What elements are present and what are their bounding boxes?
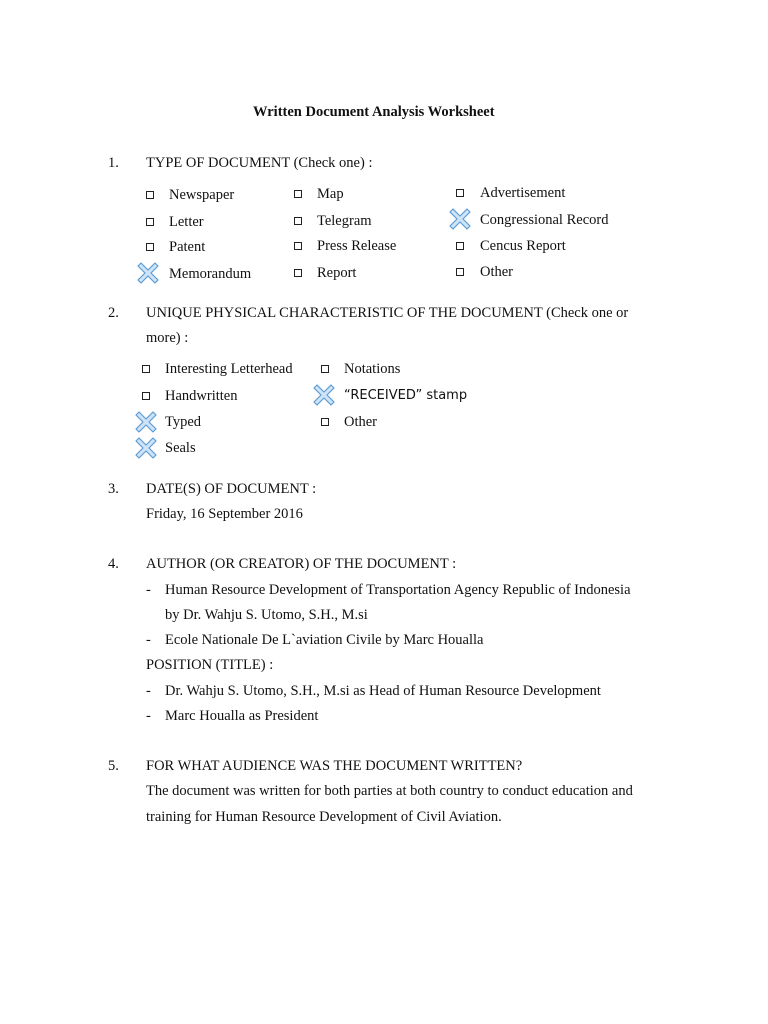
- checkbox-patent[interactable]: [146, 243, 154, 251]
- q2-heading-line1: UNIQUE PHYSICAL CHARACTERISTIC OF THE DOCUMENT (Check one or: [146, 305, 629, 321]
- q4-position-heading: POSITION (TITLE) :: [146, 657, 274, 673]
- bullet-dash: -: [146, 632, 151, 648]
- label-letter: Letter: [169, 214, 204, 230]
- checkbox-other-characteristic[interactable]: [321, 418, 329, 426]
- label-advertisement: Advertisement: [480, 185, 566, 201]
- q2-number: 2.: [108, 305, 119, 321]
- checked-x-typed-icon[interactable]: [135, 411, 157, 433]
- label-report: Report: [317, 265, 357, 281]
- q5-answer-line1: The document was written for both parties at both country to conduct education and: [146, 783, 633, 799]
- document-title: Written Document Analysis Worksheet: [253, 104, 495, 120]
- checkbox-handwritten[interactable]: [142, 392, 150, 400]
- q5-number: 5.: [108, 758, 119, 774]
- checkbox-press-release[interactable]: [294, 242, 302, 250]
- label-other-characteristic: Other: [344, 414, 378, 430]
- q3-answer: Friday, 16 September 2016: [146, 506, 303, 522]
- label-telegram: Telegram: [317, 213, 372, 229]
- label-cencus-report: Cencus Report: [480, 238, 566, 254]
- q5-heading: FOR WHAT AUDIENCE WAS THE DOCUMENT WRITTEN?: [146, 758, 523, 774]
- checkbox-notations[interactable]: [321, 365, 329, 373]
- checkbox-report[interactable]: [294, 269, 302, 277]
- q3-number: 3.: [108, 481, 119, 497]
- label-other-type: Other: [480, 264, 514, 280]
- bullet-dash: -: [146, 683, 151, 699]
- q4-author1-line1: Human Resource Development of Transportation Agency Republic of Indonesia: [165, 582, 631, 598]
- q1-number: 1.: [108, 155, 119, 171]
- bullet-dash: -: [146, 582, 151, 598]
- q4-author1-line2: by Dr. Wahju S. Utomo, S.H., M.si: [165, 607, 368, 623]
- q1-heading: TYPE OF DOCUMENT (Check one) :: [146, 155, 373, 171]
- label-patent: Patent: [169, 239, 206, 255]
- label-seals: Seals: [165, 440, 196, 456]
- label-notations: Notations: [344, 361, 401, 377]
- q3-heading: DATE(S) OF DOCUMENT :: [146, 481, 317, 497]
- q4-position1: Dr. Wahju S. Utomo, S.H., M.si as Head of Human Resource Development: [165, 683, 601, 699]
- q4-position2: Marc Houalla as President: [165, 708, 319, 724]
- q2-heading-line2: more) :: [146, 330, 189, 346]
- q4-number: 4.: [108, 556, 119, 572]
- checkbox-advertisement[interactable]: [456, 189, 464, 197]
- checkbox-other-type[interactable]: [456, 268, 464, 276]
- label-congressional-record: Congressional Record: [480, 212, 609, 228]
- checkbox-map[interactable]: [294, 190, 302, 198]
- label-press-release: Press Release: [317, 238, 397, 254]
- label-map: Map: [317, 186, 344, 202]
- label-typed: Typed: [165, 414, 202, 430]
- checkbox-interesting-letterhead[interactable]: [142, 365, 150, 373]
- label-newspaper: Newspaper: [169, 187, 235, 203]
- bullet-dash: -: [146, 708, 151, 724]
- label-handwritten: Handwritten: [165, 388, 238, 404]
- checked-x-seals-icon[interactable]: [135, 437, 157, 459]
- label-received-stamp: “RECEIVED” stamp: [344, 388, 468, 403]
- checkbox-cencus-report[interactable]: [456, 242, 464, 250]
- q4-heading: AUTHOR (OR CREATOR) OF THE DOCUMENT :: [146, 556, 457, 572]
- label-interesting-letterhead: Interesting Letterhead: [165, 361, 293, 377]
- checkbox-newspaper[interactable]: [146, 191, 154, 199]
- checked-x-memorandum-icon[interactable]: [137, 262, 159, 284]
- checked-x-received-stamp-icon[interactable]: [313, 384, 335, 406]
- q5-answer-line2: training for Human Resource Development of Civil Aviation.: [146, 809, 502, 825]
- checkbox-letter[interactable]: [146, 218, 154, 226]
- q4-author2: Ecole Nationale De L`aviation Civile by Marc Houalla: [165, 632, 484, 648]
- label-memorandum: Memorandum: [169, 266, 252, 282]
- checkbox-telegram[interactable]: [294, 217, 302, 225]
- checked-x-congressional-record-icon[interactable]: [449, 208, 471, 230]
